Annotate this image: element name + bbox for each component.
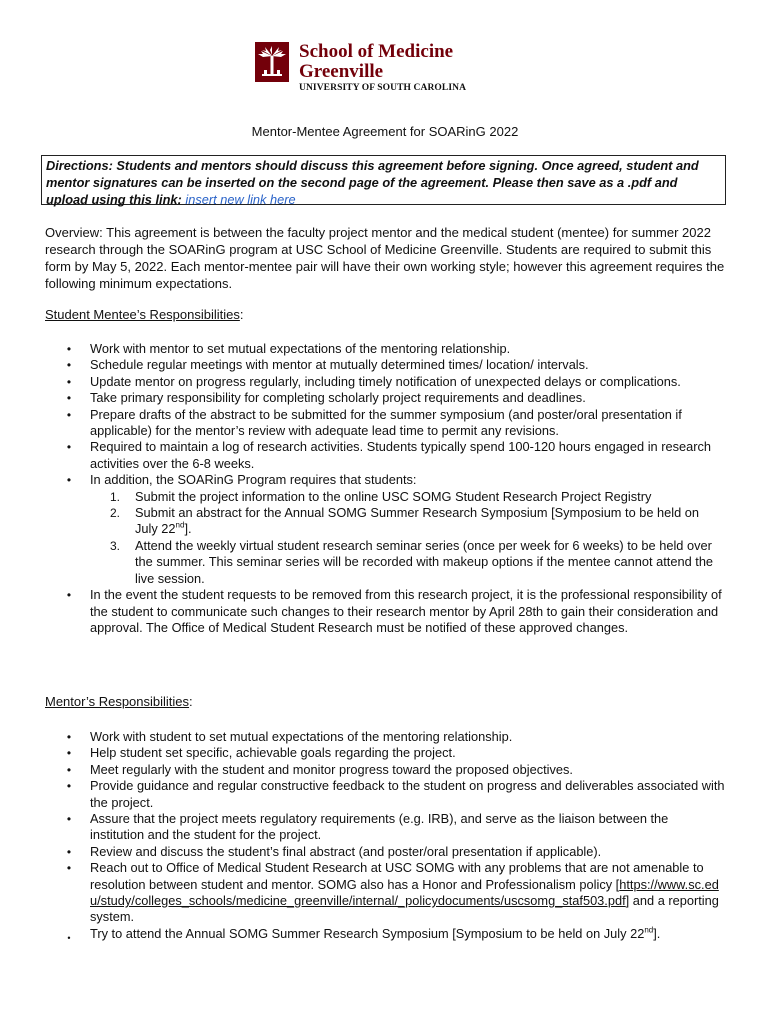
logo-line-1: School of Medicine	[299, 41, 454, 62]
bullet-icon: •	[66, 440, 72, 455]
bullet-icon: •	[66, 844, 72, 859]
list-item: • Prepare drafts of the abstract to be submitted for the summer symposium (and poster/oral presentation if applicable) for the mentor’s review with adequate lead time to permit any revisions.	[45, 407, 725, 440]
policy-link[interactable]: https://www.sc.edu/study/colleges_schools/medicine_greenville/internal/_policydocuments/uscsomg_staf503.pdf	[90, 876, 719, 909]
bullet-icon: •	[66, 861, 72, 876]
logo-line-2: Greenville	[299, 61, 384, 82]
directions-text: Directions: Students and mentors should discuss this agreement before signing. Once agreed, student and mentor signatures can be inserted on the second page of the agreement. Please then save as a .pdf and upload using this link:	[46, 158, 699, 207]
mentee-list	[45, 341, 725, 636]
bullet-icon: •	[66, 358, 72, 373]
list-item: • In addition, the SOARinG Program requires that students: 1. Submit the project information to the online USC SOMG Student Research Project Registry 2. Submit an abstract for the Annual SOMG Summer Research Symposium [Symposium to be held on July 22nd]. 3. Attend the weekly virtual student research seminar series (once per week for 6 weeks) to be held over the summer. This seminar series will be recorded with makeup options if the mentee cannot attend the live session.	[45, 472, 725, 587]
list-item: • Take primary responsibility for completing scholarly project requirements and deadlines.	[45, 390, 725, 406]
list-item: • Update mentor on progress regularly, including timely notification of unexpected delays or complications.	[45, 374, 725, 390]
list-item: • Try to attend the Annual SOMG Summer Research Symposium [Symposium to be held on July 22nd].	[45, 926, 725, 942]
school-logo	[255, 42, 495, 94]
directions-box	[41, 155, 726, 205]
bullet-icon: •	[66, 588, 72, 603]
list-item: • Help student set specific, achievable goals regarding the project.	[45, 745, 725, 761]
list-item: • Schedule regular meetings with mentor at mutually determined times/ location/ intervals.	[45, 357, 725, 373]
upload-link[interactable]: insert new link here	[185, 192, 296, 207]
bullet-icon: •	[66, 473, 72, 488]
list-item: • Meet regularly with the student and monitor progress toward the proposed objectives.	[45, 762, 725, 778]
bullet-icon: •	[66, 407, 72, 422]
logo-line-3: UNIVERSITY OF SOUTH CAROLINA	[299, 83, 467, 93]
mentor-list	[45, 729, 725, 942]
list-item: • Work with student to set mutual expectations of the mentoring relationship.	[45, 729, 725, 745]
mentor-heading: Mentor’s Responsibilities:	[45, 694, 193, 709]
list-item: • Review and discuss the student’s final abstract (and poster/oral presentation if applicable).	[45, 844, 725, 860]
bullet-icon: •	[66, 391, 72, 406]
palmetto-tree-icon	[255, 42, 289, 82]
bullet-icon: •	[66, 342, 72, 356]
list-item: • In the event the student requests to be removed from this research project, it is the professional responsibility of the student to communicate such changes to their research mentor by April 28th to gain their consideration and approval. The Office of Medical Student Research must be notified of these approved changes.	[45, 587, 725, 636]
bullet-icon: •	[66, 812, 72, 827]
bullet-icon: •	[66, 730, 72, 744]
bullet-icon: •	[66, 762, 72, 777]
mentee-heading: Student Mentee’s Responsibilities:	[45, 307, 244, 322]
bullet-icon: •	[66, 374, 72, 389]
list-item: • Work with mentor to set mutual expectations of the mentoring relationship.	[45, 341, 725, 357]
sub-list-item: 3. Attend the weekly virtual student research seminar series (once per week for 6 weeks) to be held over the summer. This seminar series will be recorded with makeup options if the mentee cannot attend the live session.	[110, 537, 714, 586]
bullet-icon: •	[66, 779, 72, 794]
list-item: • Provide guidance and regular constructive feedback to the student on progress and deliverables associated with the project.	[45, 778, 725, 811]
overview-paragraph: Overview: This agreement is between the faculty project mentor and the medical student (mentee) for summer 2022 research through the SOARinG program at USC School of Medicine Greenville. Students are required to submit this form by May 5, 2022. Each mentor-mentee pair will have their own working style; however this agreement requires the following minimum expectations.	[45, 225, 725, 291]
bullet-icon: •	[67, 932, 71, 943]
sub-list-item: 2. Submit an abstract for the Annual SOMG Summer Research Symposium [Symposium to be held on July 22nd].	[110, 505, 700, 537]
list-item: • Assure that the project meets regulatory requirements (e.g. IRB), and serve as the liaison between the institution and the student for the project.	[45, 811, 725, 844]
document-title: Mentor-Mentee Agreement for SOARinG 2022	[251, 124, 519, 139]
list-item: • Reach out to Office of Medical Student Research at USC SOMG with any problems that are not amenable to resolution between student and mentor. SOMG also has a Honor and Professionalism policy [https://www.sc.edu/study/colleges_schools/medicine_greenville/internal/_policydocuments/uscsomg_staf503.pdf] and a reporting system.	[45, 860, 725, 926]
list-item: • Required to maintain a log of research activities. Students typically spend 100-120 hours engaged in research activities over the 6-8 weeks.	[45, 439, 725, 472]
bullet-icon: •	[66, 746, 72, 761]
mentor-heading-text: Mentor’s Responsibilities	[45, 694, 190, 709]
mentee-heading-text: Student Mentee’s Responsibilities	[45, 307, 240, 322]
sub-list-item: 1. Submit the project information to the online USC SOMG Student Research Project Registry	[110, 488, 652, 504]
